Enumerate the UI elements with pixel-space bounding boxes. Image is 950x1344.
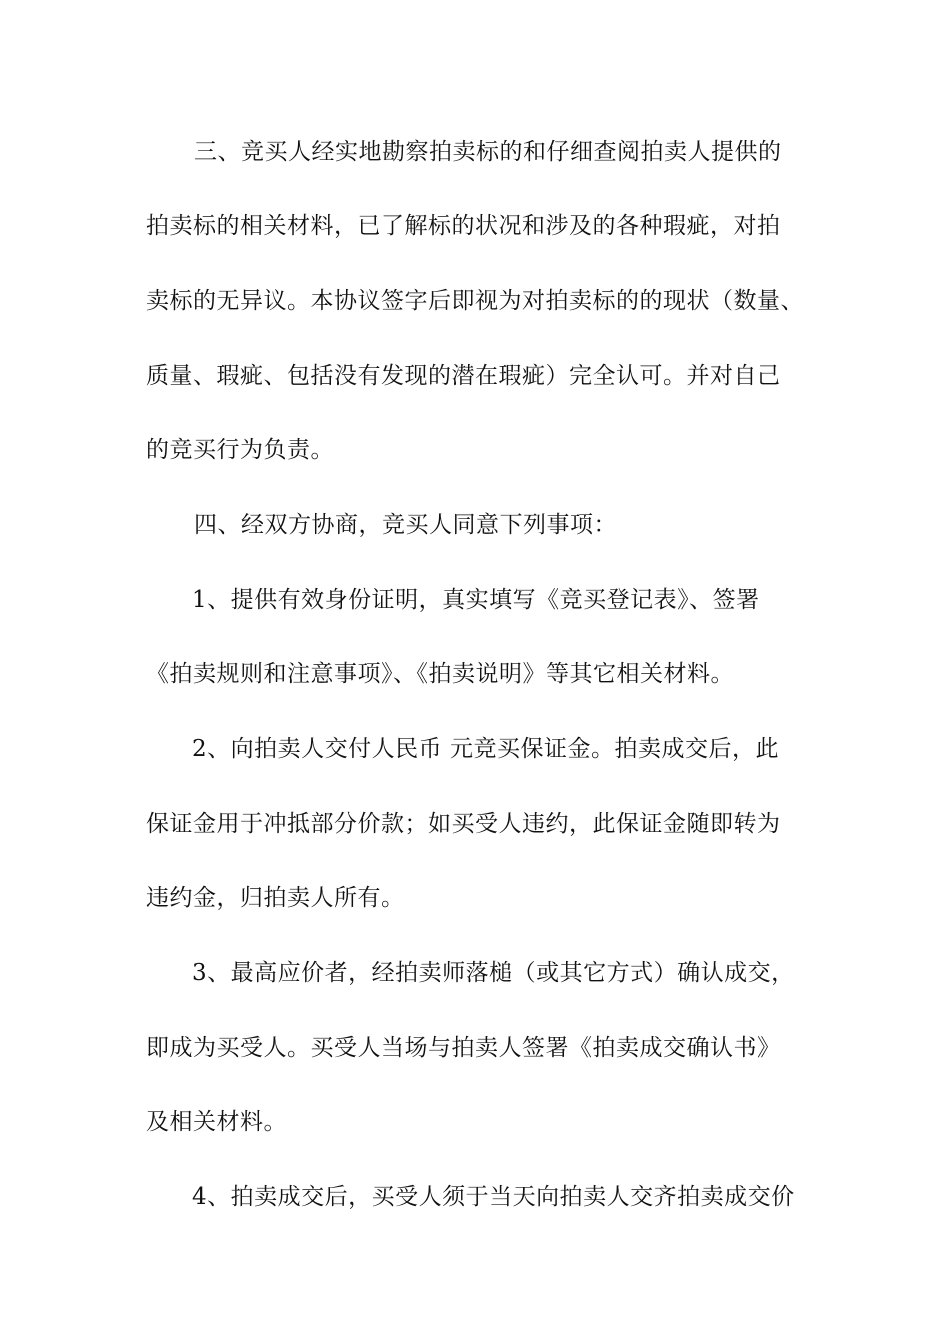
- item-1-line-1: 1、提供有效身份证明，真实填写《竞买登记表》、签署: [192, 587, 760, 613]
- paragraph-3-line-3: 卖标的无异议。本协议签字后即视为对拍卖标的的现状（数量、: [146, 288, 804, 314]
- item-3-line-3: 及相关材料。: [146, 1109, 287, 1135]
- item-1-line-2: 《拍卖规则和注意事项》、《拍卖说明》等其它相关材料。: [146, 661, 734, 687]
- item-2-line-1: 2、向拍卖人交付人民币 元竞买保证金。拍卖成交后，此: [192, 736, 779, 762]
- paragraph-3-line-1: 三、竞买人经实地勘察拍卖标的和仔细查阅拍卖人提供的: [194, 139, 782, 165]
- paragraph-4-heading: 四、经双方协商，竞买人同意下列事项：: [194, 512, 617, 538]
- item-2-line-3: 违约金，归拍卖人所有。: [146, 885, 405, 911]
- item-3-line-1: 3、最高应价者，经拍卖师落槌（或其它方式）确认成交，: [192, 960, 795, 986]
- paragraph-3-line-5: 的竞买行为负责。: [146, 437, 334, 463]
- paragraph-3-line-2: 拍卖标的相关材料，已了解标的状况和涉及的各种瑕疵，对拍: [146, 213, 781, 239]
- item-3-line-2: 即成为买受人。买受人当场与拍卖人签署《拍卖成交确认书》: [146, 1035, 781, 1061]
- paragraph-3-line-4: 质量、瑕疵、包括没有发现的潜在瑕疵）完全认可。并对自己: [146, 363, 781, 389]
- item-4-line-1: 4、拍卖成交后，买受人须于当天向拍卖人交齐拍卖成交价: [192, 1184, 795, 1210]
- item-2-line-2: 保证金用于冲抵部分价款；如买受人违约，此保证金随即转为: [146, 811, 781, 837]
